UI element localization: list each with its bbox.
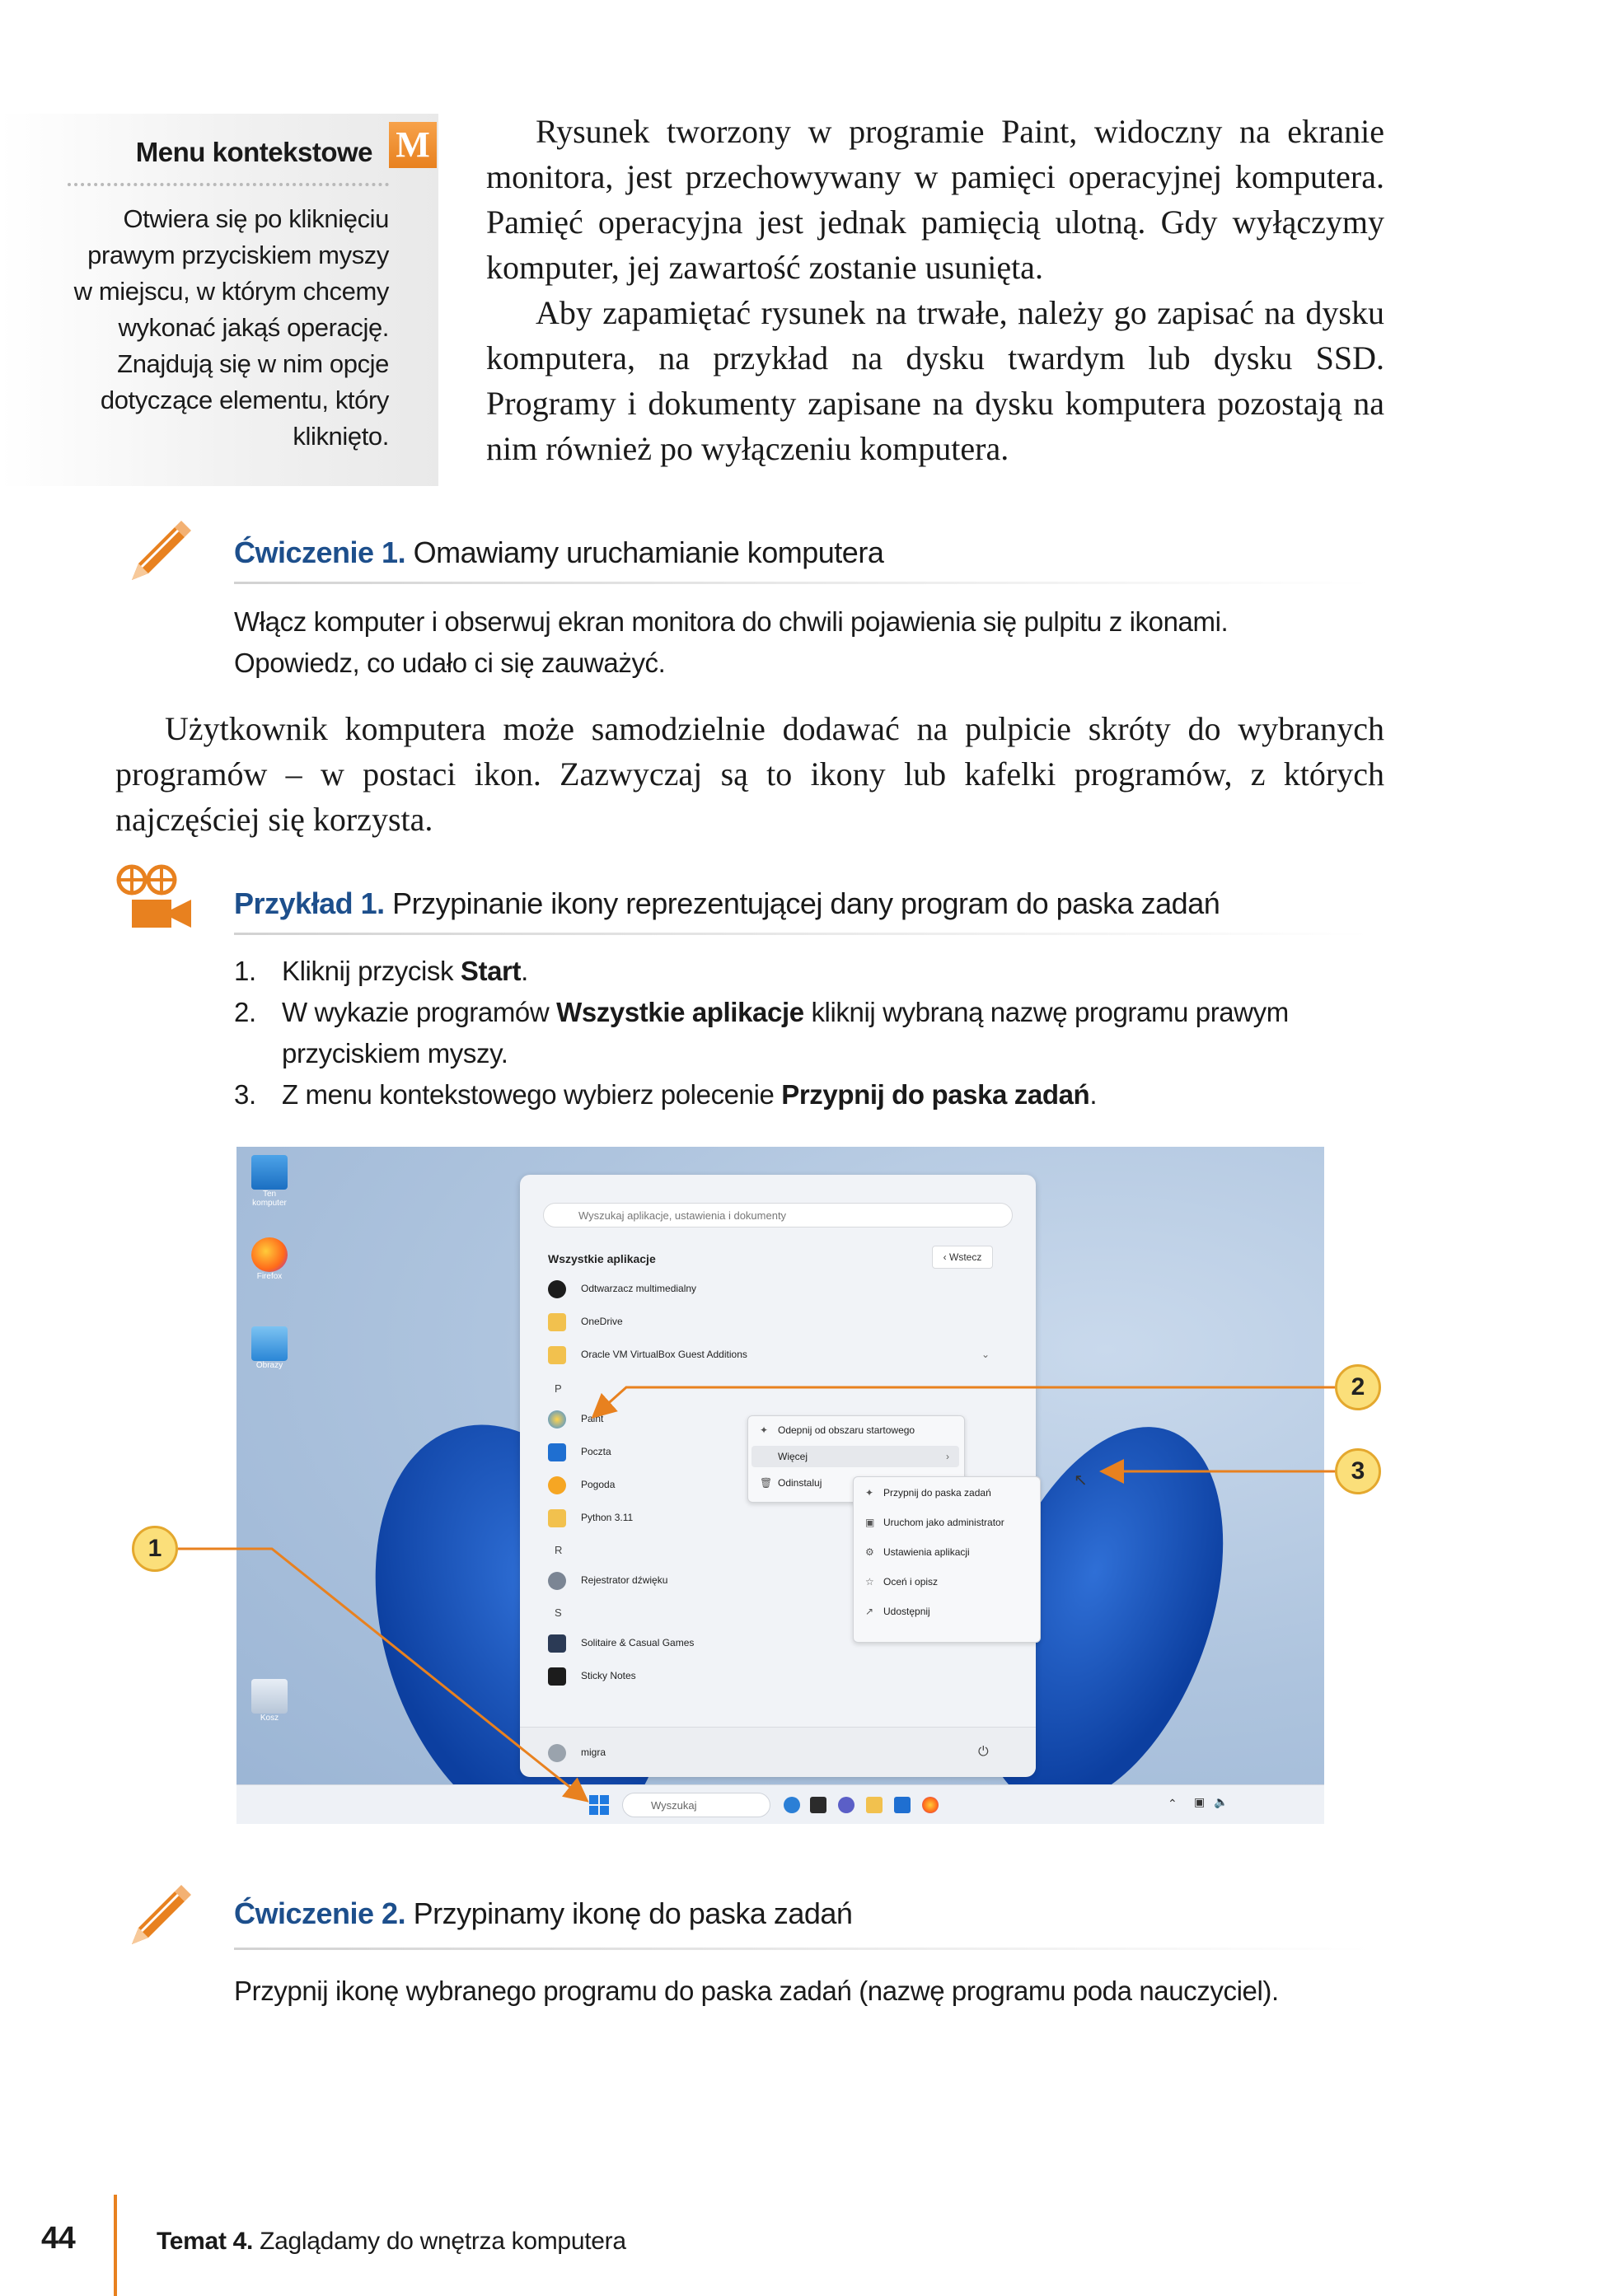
desktop-icon-label: Obrazy (255, 1361, 283, 1370)
all-apps-title: Wszystkie aplikacje (548, 1252, 656, 1265)
exercise-2-header (234, 1896, 852, 1931)
admin-icon: ▣ (865, 1517, 875, 1528)
letter-header: P (555, 1382, 562, 1395)
app-label: Odtwarzacz multimedialny (581, 1283, 697, 1294)
menu-item-label: Więcej (778, 1451, 808, 1462)
step-number: 1. (234, 956, 256, 986)
step-text: Kliknij przycisk (282, 956, 461, 986)
exercise-2-title: Przypinamy ikonę do paska zadań (413, 1896, 853, 1930)
example-1-label: Przykład 1. (234, 886, 385, 920)
exercise-2-label: Ćwiczenie 2. (234, 1896, 406, 1930)
callout-2-line (595, 1387, 1337, 1415)
intro-paragraph-2: Aby zapamiętać rysunek na trwałe, należy go zapisać na dysku komputera, na przykład na dysku twardym lub dysku SSD. Programy i dokumenty zapisane na dysku komputera pozostają na nim również po wyłączeniu komputera. (486, 294, 1384, 467)
menu-item-label: Uruchom jako administrator (883, 1517, 1004, 1528)
definition-line: kliknięto. (293, 422, 389, 451)
callout-1-line (178, 1549, 585, 1799)
mouse-cursor-icon: ↖ (1074, 1471, 1088, 1489)
back-label: Wstecz (949, 1251, 982, 1263)
task-line: Opowiedz, co udało ci się zauważyć. (234, 648, 666, 678)
task-line: Przypnij ikonę wybranego programu do paska zadań (nazwę programu poda nauczyciel). (234, 1976, 1279, 2006)
middle-paragraph: Użytkownik komputera może samodzielnie dodawać na pulpicie skróty do wybranych programów – w postaci ikon. Zazwyczaj są to ikony lub kafelki programów, z których najczęściej się korzysta. (115, 710, 1384, 838)
step-text: . (521, 956, 528, 986)
topic-title: Zaglądamy do wnętrza komputera (260, 2228, 626, 2255)
menu-item-label: Ustawienia aplikacji (883, 1546, 970, 1558)
desktop-icon-label: Firefox (256, 1272, 283, 1281)
example-1-title: Przypinanie ikony reprezentującej dany program do paska zadań (392, 886, 1220, 920)
app-label: Sticky Notes (581, 1670, 636, 1681)
definition-line: Znajdują się w nim opcje (117, 349, 389, 378)
chevron-down-icon[interactable]: ⌄ (981, 1349, 990, 1360)
exercise-1-label: Ćwiczenie 1. (234, 535, 406, 569)
back-button[interactable]: ‹ Wstecz (932, 1246, 993, 1269)
menu-item-label: Oceń i opisz (883, 1576, 939, 1588)
letter-header: S (555, 1606, 562, 1619)
taskbar-search[interactable]: Wyszukaj (622, 1793, 770, 1817)
step-text: . (1089, 1079, 1098, 1110)
callout-1: 1 (132, 1526, 178, 1572)
step-number: 2. (234, 997, 256, 1027)
step-text: W wykazie programów (282, 997, 557, 1027)
power-icon[interactable]: ⏻ (978, 1745, 989, 1759)
menu-item-label: Udostępnij (883, 1606, 930, 1617)
exercise-2-task (234, 1971, 1279, 2012)
step-text: Z menu kontekstowego wybierz polecenie (282, 1079, 782, 1110)
task-line: Włącz komputer i obserwuj ekran monitora do chwili pojawienia się pulpitu z ikonami. (234, 606, 1229, 637)
letter-header: R (555, 1544, 563, 1556)
app-label: Python 3.11 (581, 1512, 634, 1523)
callout-3: 3 (1335, 1448, 1381, 1494)
app-label: Paint (581, 1413, 604, 1424)
footer-topic (157, 2228, 626, 2256)
m-badge-icon: M (389, 122, 437, 168)
network-icon[interactable]: ▣ (1194, 1795, 1206, 1808)
app-label: Pogoda (581, 1479, 616, 1490)
step-bold: Wszystkie aplikacje (556, 997, 804, 1027)
step-bold: Przypnij do paska zadań (781, 1079, 1090, 1110)
desktop-icon-label: Ten komputer (252, 1190, 287, 1208)
exercise-1-title: Omawiamy uruchamianie komputera (413, 535, 884, 569)
definition-title: Menu kontekstowe (135, 137, 372, 167)
app-label: Oracle VM VirtualBox Guest Additions (581, 1349, 747, 1360)
start-search-input[interactable]: Wyszukaj aplikacje, ustawienia i dokumenty (543, 1203, 1013, 1227)
footer-divider (114, 2195, 117, 2296)
menu-item-label: Odinstaluj (778, 1477, 822, 1489)
desktop-icon-label: Kosz (260, 1714, 279, 1723)
step-bold: Start (460, 956, 522, 986)
header-divider (234, 1948, 1371, 1950)
share-icon: ↗ (865, 1606, 874, 1617)
app-label: Rejestrator dźwięku (581, 1574, 668, 1586)
pin-icon: ✦ (865, 1487, 874, 1499)
gear-icon: ⚙ (865, 1546, 874, 1558)
page-number: 44 (41, 2221, 76, 2256)
unpin-icon: ✦ (760, 1424, 769, 1436)
tray-chevron-icon[interactable]: ⌃ (1168, 1797, 1178, 1810)
menu-item-label: Przypnij do paska zadań (883, 1487, 991, 1499)
step-text: przyciskiem myszy. (282, 1038, 508, 1069)
app-label: OneDrive (581, 1316, 623, 1327)
volume-icon[interactable]: 🔈 (1214, 1795, 1229, 1808)
step-text: kliknij wybraną nazwę programu prawym (803, 997, 1289, 1027)
menu-item-label: Odepnij od obszaru startowego (778, 1424, 915, 1436)
app-label: Solitaire & Casual Games (581, 1637, 695, 1648)
step-number: 3. (234, 1079, 256, 1110)
definition-line: Otwiera się po kliknięciu (123, 204, 389, 233)
app-label: Poczta (581, 1446, 611, 1457)
definition-line: prawym przyciskiem myszy (87, 241, 389, 269)
user-name: migra (581, 1747, 606, 1758)
trash-icon: 🗑 (760, 1477, 773, 1489)
definition-line: w miejscu, w którym chcemy (73, 277, 389, 306)
definition-line: wykonać jakąś operację. (118, 313, 389, 342)
star-icon: ☆ (865, 1576, 874, 1588)
definition-line: dotyczące elementu, który (100, 386, 389, 414)
chevron-right-icon: › (946, 1451, 949, 1462)
pencil-icon (124, 1882, 194, 1952)
topic-label: Temat 4. (157, 2228, 254, 2255)
intro-paragraph-1: Rysunek tworzony w programie Paint, widoczny na ekranie monitora, jest przechowywany w pamięci operacyjnej komputera. Pamięć operacyjna jest jednak pamięcią ulotną. Gdy wyłączymy komputer, jej zawartość zostanie usunięta. (486, 113, 1384, 286)
callout-2: 2 (1335, 1364, 1381, 1410)
